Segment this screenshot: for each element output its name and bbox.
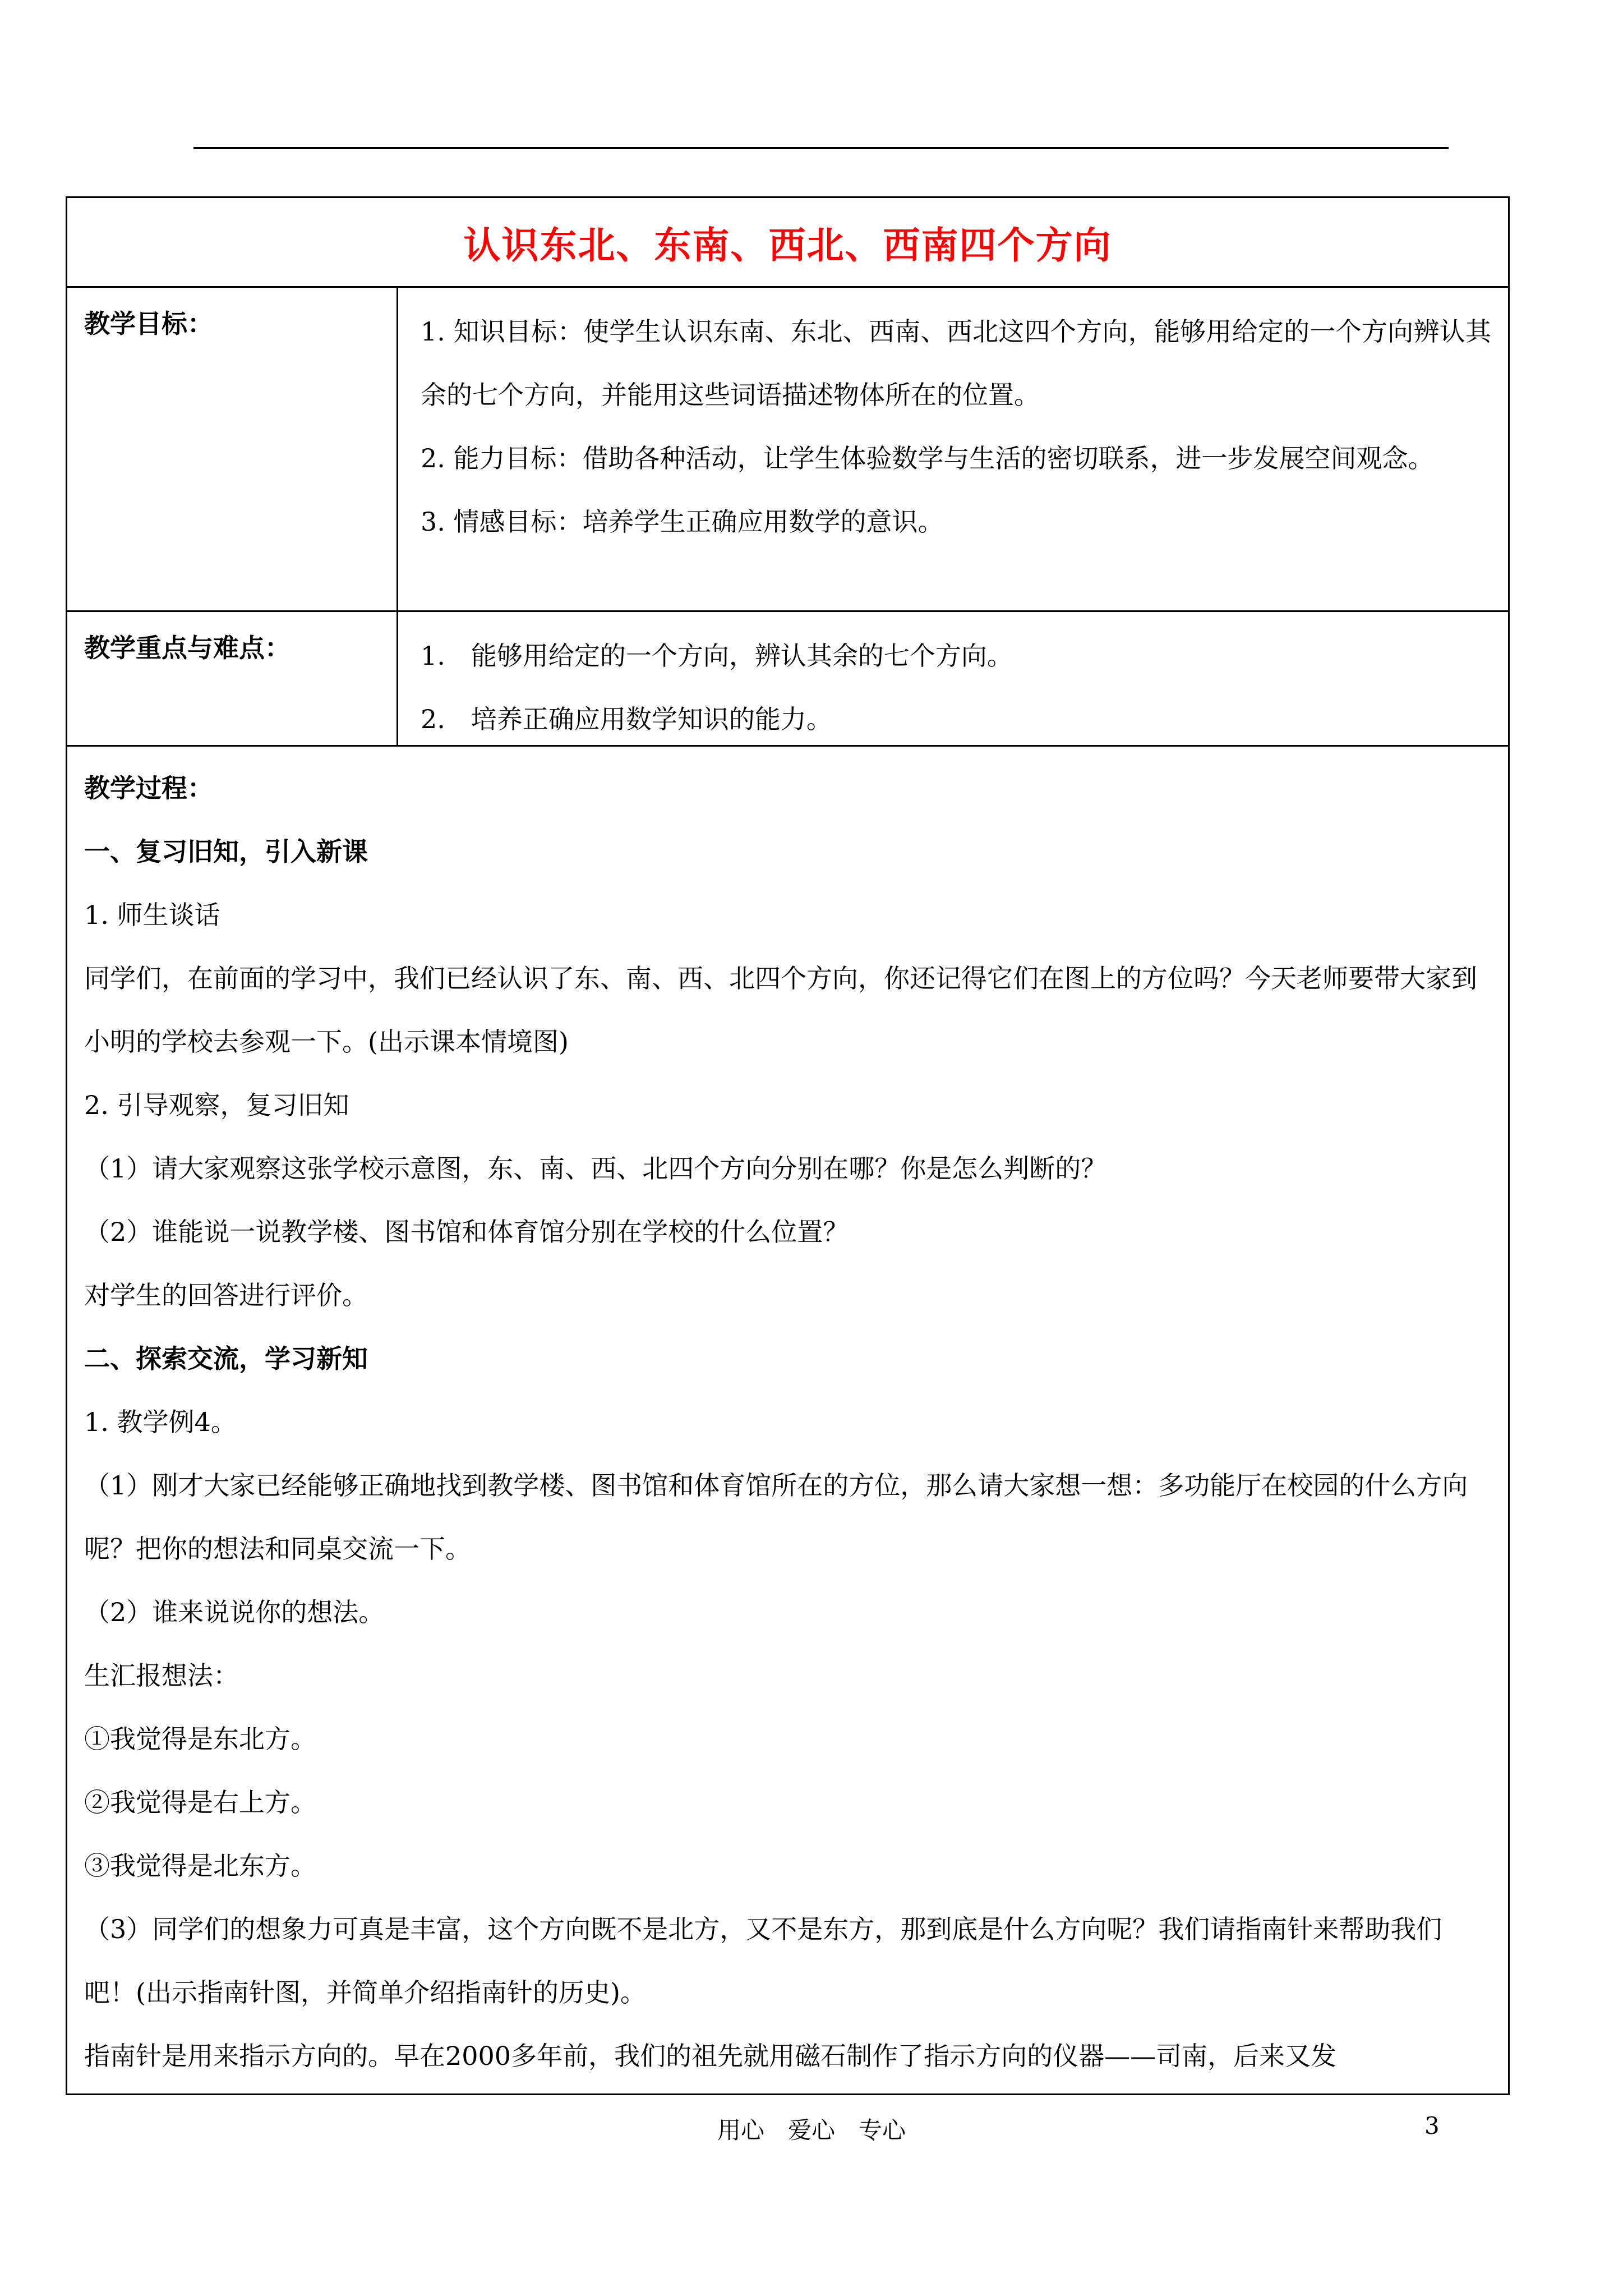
goal-item: 3. 情感目标：培养学生正确应用数学的意识。: [421, 507, 944, 537]
paragraph: 对学生的回答进行评价。: [84, 1280, 368, 1310]
teaching-process: [67, 747, 1508, 2093]
paragraph: ②我觉得是右上方。: [84, 1787, 316, 1818]
section-title: 一、复习旧知，引入新课: [84, 836, 368, 867]
paragraph: 1. 教学例4。: [84, 1407, 237, 1437]
paragraph: （3）同学们的想象力可真是丰富，这个方向既不是北方，又不是东方，那到底是什么方向呢？我们请指南针来帮助我们吧！(出示指南针图，并简单介绍指南针的历史)。: [84, 1914, 1442, 2008]
paragraph: 2. 引导观察，复习旧知: [84, 1090, 349, 1120]
key-points-label: 教学重点与难点：: [67, 612, 398, 745]
goal-item: 1. 知识目标：使学生认识东南、东北、西南、西北这四个方向，能够用给定的一个方向辨认其余的七个方向，并能用这些词语描述物体所在的位置。: [421, 316, 1491, 410]
paragraph: ①我觉得是东北方。: [84, 1724, 316, 1754]
goals-row: [67, 288, 1508, 612]
goals-label: 教学目标：: [67, 288, 398, 610]
lesson-title: 认识东北、东南、西北、西南四个方向: [463, 223, 1112, 267]
key-points-row: [67, 612, 1508, 747]
paragraph: （2）谁能说一说教学楼、图书馆和体育馆分别在学校的什么位置？: [84, 1217, 849, 1247]
paragraph: 生汇报想法：: [84, 1660, 239, 1691]
paragraph: 同学们，在前面的学习中，我们已经认识了东、南、西、北四个方向，你还记得它们在图上的方位吗？今天老师要带大家到小明的学校去参观一下。(出示课本情境图): [84, 963, 1477, 1057]
paragraph: （2）谁来说说你的想法。: [84, 1597, 385, 1627]
paragraph: （1）请大家观察这张学校示意图，东、南、西、北四个方向分别在哪？你是怎么判断的？: [84, 1153, 1107, 1184]
header-rule: [193, 147, 1449, 149]
key-points-content: [398, 612, 1508, 745]
paragraph: ③我觉得是北东方。: [84, 1851, 316, 1881]
paragraph: 指南针是用来指示方向的。早在2000多年前，我们的祖先就用磁石制作了指示方向的仪器——司南，后来又发: [84, 2041, 1337, 2071]
lesson-plan-table: [66, 196, 1510, 2095]
title-row: [67, 198, 1508, 288]
key-point-item: 2. 培养正确应用数学知识的能力。: [421, 704, 832, 734]
section-title: 二、探索交流，学习新知: [84, 1343, 368, 1374]
key-point-item: 1. 能够用给定的一个方向，辨认其余的七个方向。: [421, 641, 1013, 671]
process-heading: 教学过程：: [84, 773, 213, 803]
page-number: 3: [1424, 2112, 1440, 2139]
goal-item: 2. 能力目标：借助各种活动，让学生体验数学与生活的密切联系，进一步发展空间观念。: [421, 443, 1434, 473]
footer-motto: 用心 爱心 专心: [717, 2116, 906, 2144]
paragraph: （1）刚才大家已经能够正确地找到教学楼、图书馆和体育馆所在的方位，那么请大家想一想：多功能厅在校园的什么方向呢？把你的想法和同桌交流一下。: [84, 1470, 1468, 1564]
goals-content: [398, 288, 1508, 610]
paragraph: 1. 师生谈话: [84, 900, 220, 930]
